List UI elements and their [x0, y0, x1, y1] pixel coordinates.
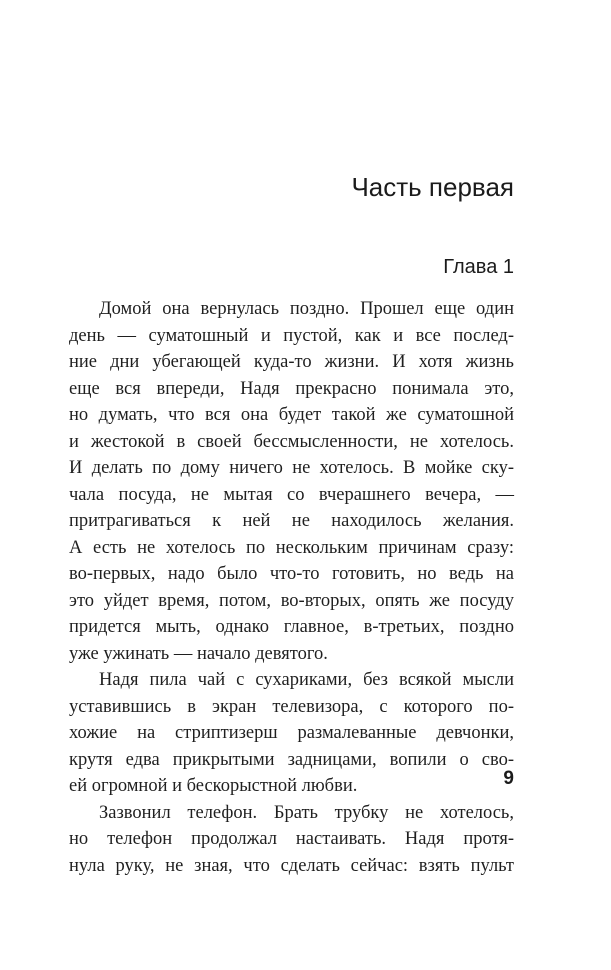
text-line: Надя пила чай с сухариками, без всякой мысли — [99, 670, 514, 690]
body-text — [69, 296, 514, 879]
text-line: нула руку, не зная, что сделать сейчас: взять пульт — [69, 855, 514, 876]
text-line: ей огромной и бескорыстной любви. — [69, 776, 358, 796]
text-line: чала посуда, не мытая со вчерашнего вечера, — — [69, 484, 514, 505]
text-line: ние дни убегающей куда-то жизни. И хотя жизнь — [69, 352, 514, 372]
text-line: хожие на стриптизерш размалеванные девчонки, — [69, 723, 514, 743]
text-line: день — суматошный и пустой, как и все послед- — [69, 325, 514, 346]
paragraph — [69, 296, 514, 667]
text-line: Домой она вернулась поздно. Прошел еще один — [99, 299, 514, 319]
text-line: это уйдет время, потом, во-вторых, опять же посуду — [69, 590, 514, 611]
text-line: уже ужинать — начало девятого. — [69, 643, 328, 664]
text-line: и жестокой в своей бессмысленности, не хотелось. — [69, 431, 514, 452]
text-line: крутя едва прикрытыми задницами, вопили о сво- — [69, 749, 514, 770]
part-title: Часть первая — [351, 172, 514, 202]
text-line: Зазвонил телефон. Брать трубку не хотелось, — [99, 802, 514, 823]
text-line: еще вся впереди, Надя прекрасно понимала это, — [69, 378, 514, 399]
paragraph — [69, 800, 514, 880]
text-line: И делать по дому ничего не хотелось. В мойке ску- — [69, 458, 514, 478]
text-line: но думать, что вся она будет такой же суматошной — [69, 405, 514, 425]
chapter-title: Глава 1 — [443, 256, 514, 278]
text-line: но телефон продолжал настаивать. Надя протя- — [69, 829, 514, 849]
text-line: уставившись в экран телевизора, с которого по- — [69, 696, 514, 717]
paragraph — [69, 667, 514, 800]
text-line: притрагиваться к ней не находилось желания. — [69, 511, 514, 531]
text-line: А есть не хотелось по нескольким причинам сразу: — [69, 537, 514, 558]
page-number: 9 — [503, 768, 514, 789]
text-line: во-первых, надо было что-то готовить, но ведь на — [69, 564, 514, 584]
text-line: придется мыть, однако главное, в-третьих, поздно — [69, 617, 514, 637]
